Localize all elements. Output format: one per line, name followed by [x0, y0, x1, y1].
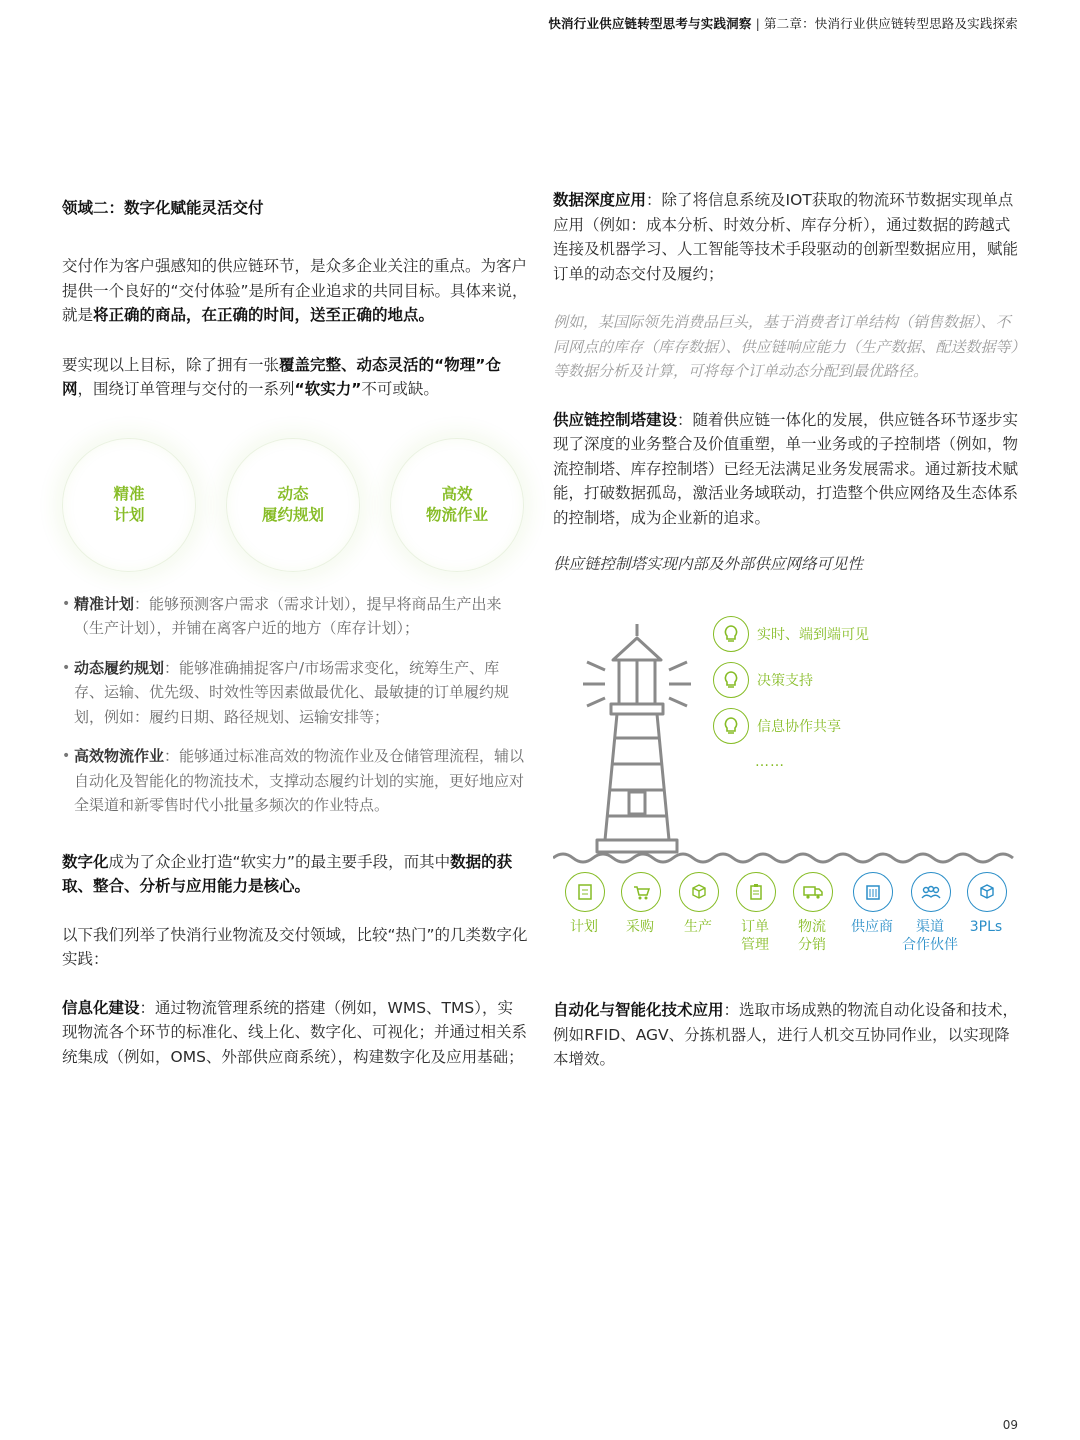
- example-paragraph: 例如，某国际领先消费品巨头，基于消费者订单结构（销售数据）、不同网点的库存（库存数据）、供应链响应能力（生产数据、配送数据等）等数据分析及计算，可将每个订单动态分配到最优路径。: [553, 313, 1019, 380]
- circle-efficient-logistics: [390, 438, 524, 572]
- automation-paragraph: [553, 998, 1021, 1072]
- feature-label: 信息协作共享: [757, 719, 841, 735]
- header-separator: |: [755, 16, 760, 31]
- icon-label: 物流 分销: [798, 919, 826, 953]
- page-number: 09: [1002, 1418, 1018, 1432]
- goal-text-b: ，围绕订单管理与交付的一系列: [77, 380, 295, 398]
- bullet-dot-icon: •: [62, 748, 71, 764]
- bullet-item: [62, 744, 528, 818]
- procurement-icon: [621, 872, 661, 912]
- goal-text-c: 不可或缺。: [361, 380, 439, 398]
- automation-text: ：选取市场成熟的物流自动化设备和技术，例如RFID、AGV、分拣机器人，进行人机交互协同作业，以实现降本增效。: [553, 1001, 1019, 1068]
- goal-emphasis-a: 覆盖完整、动态灵活的“物理”仓网: [62, 355, 501, 398]
- digitalization-emphasis: 数据的获取、整合、分析与应用能力是核心。: [62, 852, 513, 895]
- automation-term: 自动化与智能化技术应用: [553, 1001, 724, 1019]
- circle-label: 精准 计划: [113, 484, 145, 524]
- it-construction-paragraph: [62, 996, 528, 1070]
- icon-label: 生产: [684, 919, 712, 935]
- icon-label: 计划: [570, 919, 598, 935]
- logistics-truck-icon: [793, 872, 833, 912]
- bullet-item: [62, 592, 528, 641]
- circle-label: 高效 物流作业: [425, 484, 488, 524]
- chapter-title: 第二章：快消行业供应链转型思路及实践探索: [763, 16, 1018, 31]
- icon-label: 供应商: [851, 919, 893, 935]
- icon-label: 订单 管理: [741, 919, 769, 953]
- running-header: [548, 14, 1018, 32]
- data-application-term: 数据深度应用: [553, 191, 647, 209]
- order-icon: [736, 872, 776, 912]
- bullet-dot-icon: •: [62, 659, 71, 676]
- channel-partner-icon: [911, 872, 951, 912]
- bullet-term: 精准计划: [74, 594, 135, 613]
- circle-label: 动态 履约规划: [261, 484, 324, 524]
- icon-label: 渠道 合作伙伴: [902, 919, 958, 953]
- icon-label: 3PLs: [969, 919, 1003, 935]
- bullet-text: ：能够通过标准高效的物流作业及仓储管理流程，辅以自动化及智能化的物流技术，支撑动态履约计划的实施，更好地应对全渠道和新零售时代小批量多频次的作业特点。: [74, 747, 525, 814]
- report-title: 快消行业供应链转型思考与实践洞察: [548, 16, 752, 31]
- icon-label: 采购: [626, 919, 654, 935]
- bullet-text: ：能够准确捕捉客户/市场需求变化，统筹生产、库存、运输、优先级、时效性等因素做最优化、最敏捷的订单履约规划，例如：履约日期、路径规划、运输安排等；: [74, 658, 510, 726]
- it-construction-text: ：通过物流管理系统的搭建（例如，WMS、TMS），实现物流各个环节的标准化、线上化、数字化、可视化；并通过相关系统集成（例如，OMS、外部供应商系统），构建数字化及应用基础；: [62, 998, 528, 1066]
- circle-dynamic-fulfillment: [226, 438, 360, 572]
- bullet-text: ：能够预测客户需求（需求计划），提早将商品生产出来（生产计划），并铺在离客户近的地方（库存计划）；: [74, 594, 502, 637]
- feature-item: [713, 662, 869, 698]
- goal-paragraph: [62, 353, 528, 402]
- data-application-paragraph: [553, 188, 1021, 286]
- supplier-icon: [853, 872, 893, 912]
- control-tower-text: ：随着供应链一体化的发展，供应链各环节逐步实现了深度的业务整合及价值重塑，单一业务或的子控制塔（例如，物流控制塔、库存控制塔）已经无法满足业务发展需求。通过新技术赋能，打破数据孤岛，激活业务域联动，打造整个供应网络及生态体系的控制塔，成为企业新的追求。: [553, 410, 1019, 527]
- data-application-text: ：除了将信息系统及IOT获取的物流环节数据实现单点应用（例如：成本分析、时效分析、库存分析），通过数据的跨越式连接及机器学习、人工智能等技术手段驱动的创新型数据应用，赋能订单的动态交付及履约；: [553, 191, 1019, 283]
- control-tower-features: [713, 616, 869, 770]
- digitalization-term: 数字化: [62, 852, 109, 871]
- digitalization-text: 成为了众企业打造“软实力”的最主要手段，而其中: [108, 852, 451, 871]
- production-icon: [679, 872, 719, 912]
- figure-caption: 供应链控制塔实现内部及外部供应网络可见性: [553, 555, 864, 573]
- section-heading: 领域二：数字化赋能灵活交付: [62, 199, 264, 217]
- it-construction-term: 信息化建设: [62, 998, 140, 1017]
- capability-circles: [62, 438, 528, 588]
- list-intro-paragraph: 以下我们列举了快消行业物流及交付领域，比较“热门”的几类数字化实践：: [62, 925, 528, 968]
- lightbulb-icon: [713, 662, 749, 698]
- lightbulb-icon: [713, 708, 749, 744]
- feature-item: [713, 616, 869, 652]
- more-ellipsis: ……: [755, 754, 785, 770]
- plan-icon: [565, 872, 605, 912]
- control-tower-term: 供应链控制塔建设: [553, 410, 678, 429]
- bullet-term: 动态履约规划: [74, 658, 165, 677]
- circle-precise-planning: [62, 438, 196, 572]
- bullet-term: 高效物流作业: [74, 747, 165, 765]
- capability-bullets: [62, 592, 528, 818]
- goal-text-a: 要实现以上目标，除了拥有一张: [62, 355, 280, 374]
- intro-paragraph: [62, 254, 528, 328]
- intro-text: 交付作为客户强感知的供应链环节，是众多企业关注的重点。为客户提供一个良好的“交付体验”是所有企业追求的共同目标。具体来说，就是: [62, 257, 528, 324]
- control-tower-figure: [553, 578, 1021, 998]
- feature-label: 决策支持: [757, 673, 813, 689]
- digitalization-paragraph: [62, 850, 528, 899]
- right-column: [553, 188, 1021, 1072]
- feature-item: [713, 708, 869, 744]
- left-column: [62, 196, 528, 1069]
- bullet-item: [62, 656, 528, 730]
- intro-emphasis: 将正确的商品，在正确的时间，送至正确的地点。: [93, 306, 435, 324]
- bullet-dot-icon: •: [62, 595, 71, 612]
- lightbulb-icon: [713, 616, 749, 652]
- 3pl-icon: [967, 872, 1007, 912]
- feature-label: 实时、端到端可见: [757, 627, 869, 643]
- control-tower-paragraph: [553, 408, 1021, 531]
- goal-emphasis-b: “软实力”: [294, 380, 362, 398]
